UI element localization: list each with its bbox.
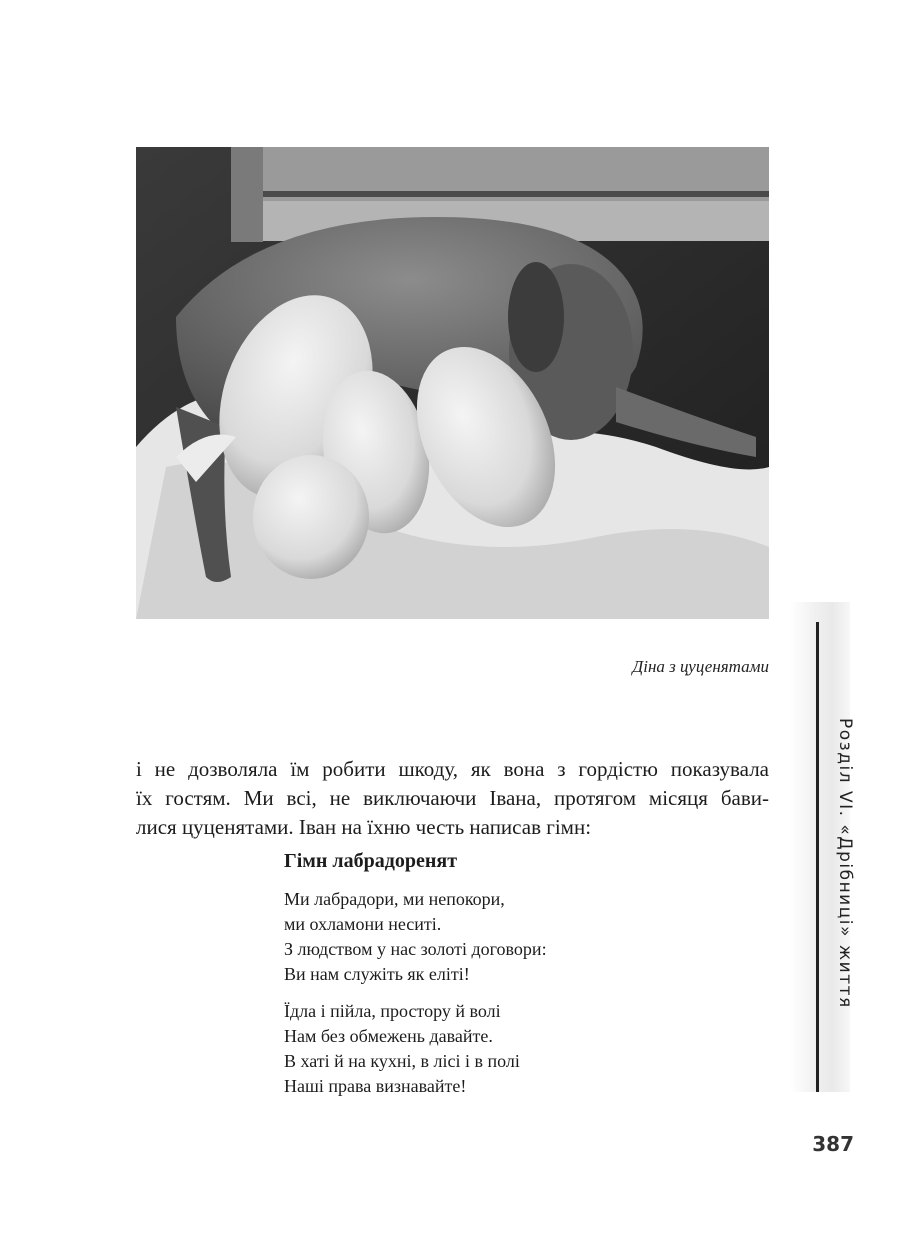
running-header: Розділ VI. «Дрібниці» життя [835, 718, 855, 1009]
side-divider [816, 622, 819, 1092]
photo-illustration [136, 147, 769, 619]
poem-title: Гімн лабрадоренят [284, 850, 458, 872]
poem-line: З людством у нас золоті договори: [284, 939, 547, 959]
body-line: і не дозволяла їм робити шкоду, як вона з гордістю показувала [136, 757, 769, 781]
poem-line: Ви нам служіть як еліті! [284, 964, 470, 984]
body-paragraph [136, 755, 769, 842]
poem-line: Наші права визнавайте! [284, 1076, 467, 1096]
poem-line: Ми лабрадори, ми непокори, [284, 889, 505, 909]
poem-stanza [284, 887, 547, 987]
page-number: 387 [812, 1132, 854, 1156]
poem-line: В хаті й на кухні, в лісі і в полі [284, 1051, 520, 1071]
poem-stanza [284, 999, 520, 1099]
photo-caption: Діна з цуценятами [632, 657, 769, 676]
dog-with-puppies-photo [136, 147, 769, 619]
body-line: лися цуценятами. Іван на їхню честь написав гімн: [136, 815, 592, 839]
poem-line: ми охламони неситі. [284, 914, 442, 934]
poem-line: Їдла і пійла, простору й волі [284, 1001, 501, 1021]
poem-line: Нам без обмежень давайте. [284, 1026, 493, 1046]
body-line: їх гостям. Ми всі, не виключаючи Івана, протягом місяця бави- [136, 786, 769, 810]
